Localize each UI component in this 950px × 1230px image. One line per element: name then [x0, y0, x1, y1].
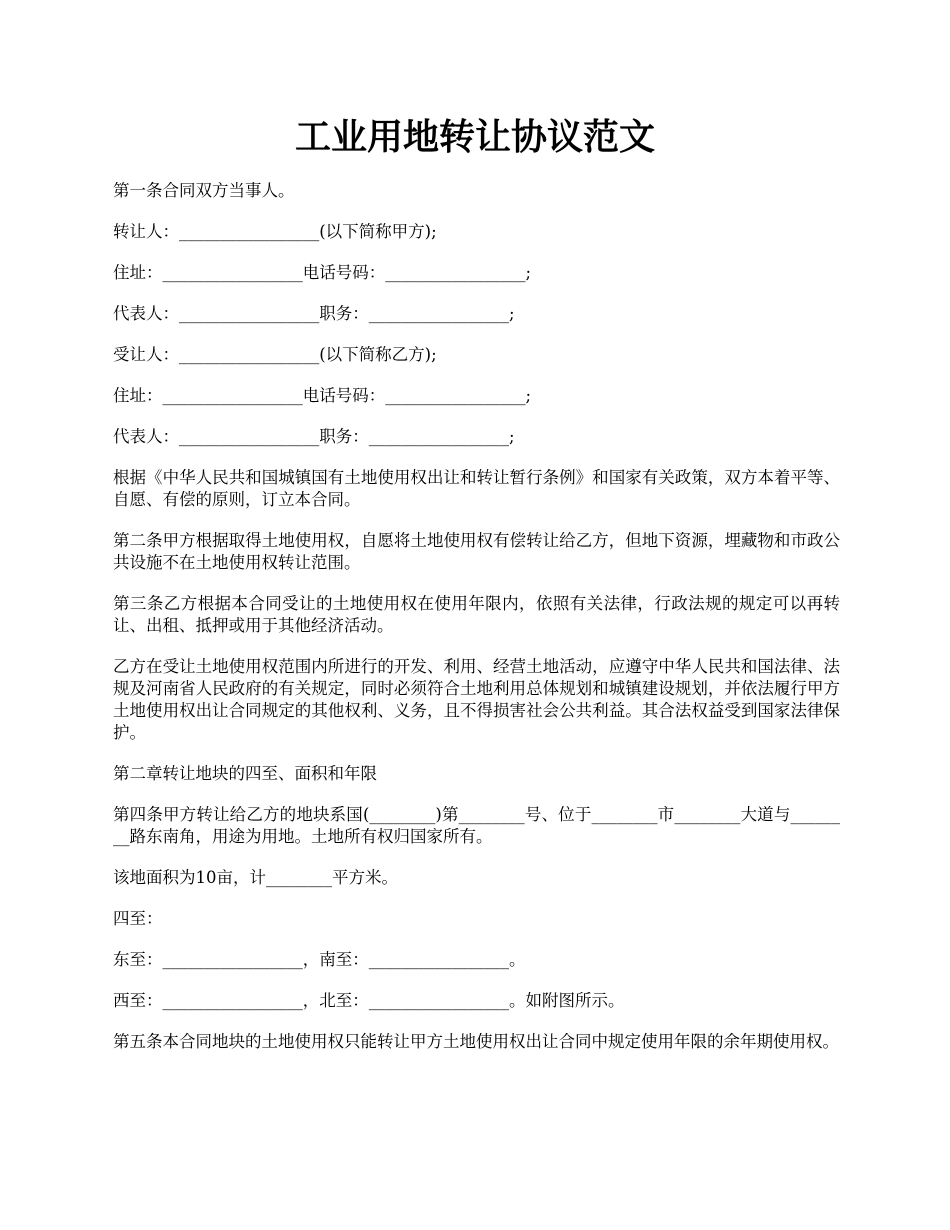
west-north-boundary-line: 西至：_________________，北至：_________________。如附图所示。 [113, 991, 625, 1010]
clause-3-paragraph: 第三条乙方根据本合同受让的土地使用权在使用年限内，依照有关法律，行政法规的规定可以再转让、出租、抵押或用于其他经济活动。 [113, 594, 840, 635]
transferor-line: 转让人：_________________(以下简称甲方); [113, 222, 437, 241]
transferor-address-line: 住址：_________________电话号码：_________________; [113, 263, 532, 282]
east-south-boundary-line: 东至：_________________，南至：_________________。 [113, 950, 526, 969]
chapter-2-heading: 第二章转让地块的四至、面积和年限 [113, 764, 377, 783]
clause-4-paragraph: 第四条甲方转让给乙方的地块系国(________)第________号、位于________市________大道与________路东南角，用途为用地。土地所有权归国家所有。 [113, 805, 840, 846]
transferor-representative-line: 代表人：_________________职务：_________________; [113, 304, 515, 323]
transferee-line: 受让人：_________________(以下简称乙方); [113, 345, 437, 364]
transferee-address-line: 住址：_________________电话号码：_________________; [113, 386, 532, 405]
clause-5-paragraph: 第五条本合同地块的土地使用权只能转让甲方土地使用权出让合同中规定使用年限的余年期使用权。 [113, 1032, 839, 1051]
clause-1-heading: 第一条合同双方当事人。 [113, 181, 295, 200]
transferee-obligations-paragraph: 乙方在受让土地使用权范围内所进行的开发、利用、经营土地活动，应遵守中华人民共和国法律、法规及河南省人民政府的有关规定，同时必须符合土地利用总体规划和城镇建设规划，并依法履行甲方土地使用权出让合同规定的其他权利、义务，且不得损害社会公共利益。其合法权益受到国家法律保护。 [113, 657, 840, 742]
document-title: 工业用地转让协议范文 [294, 116, 655, 158]
document-body [113, 180, 840, 1072]
transferee-representative-line: 代表人：_________________职务：_________________; [113, 427, 515, 446]
legal-basis-paragraph: 根据《中华人民共和国城镇国有土地使用权出让和转让暂行条例》和国家有关政策，双方本着平等、自愿、有偿的原则，订立本合同。 [113, 468, 840, 509]
clause-2-paragraph: 第二条甲方根据取得土地使用权，自愿将土地使用权有偿转让给乙方，但地下资源，埋藏物和市政公共设施不在土地使用权转让范围。 [113, 531, 840, 572]
boundaries-heading: 四至： [113, 909, 163, 928]
land-area-line: 该地面积为10亩，计________平方米。 [113, 868, 398, 887]
